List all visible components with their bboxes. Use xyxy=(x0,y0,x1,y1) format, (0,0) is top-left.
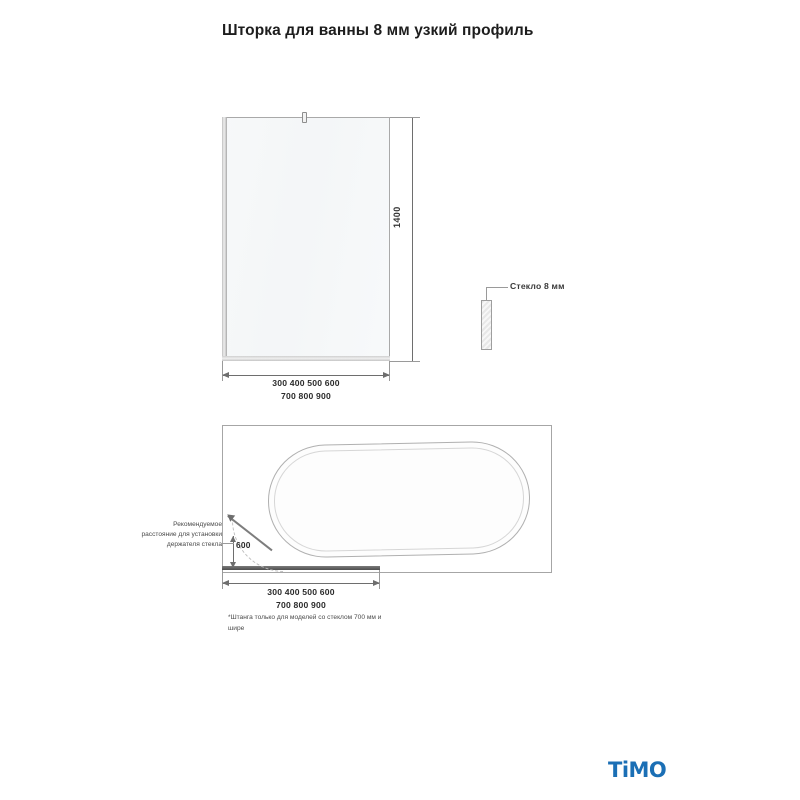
width-dimension-line xyxy=(222,375,390,376)
footnote: *Штанга только для моделей со стеклом 700 мм и шире xyxy=(228,614,382,632)
thickness-leader-vertical xyxy=(486,287,487,300)
bottom-profile xyxy=(222,356,390,361)
top-bracket-icon xyxy=(302,112,307,123)
glass-panel-plan xyxy=(222,566,380,570)
page-title: Шторка для ванны 8 мм узкий профиль xyxy=(222,22,534,39)
elevation-width-label xyxy=(222,377,390,403)
glass-panel-elevation xyxy=(222,117,390,361)
recommendation-leader-line xyxy=(222,543,234,544)
glass-thickness-label: Стекло 8 мм xyxy=(510,281,565,291)
height-dimension-line xyxy=(412,117,413,361)
height-extension-line-bottom xyxy=(390,361,420,362)
brand-logo xyxy=(608,758,678,784)
holder-recommendation-note: Рекомендуемое расстояние для установки держателя стекла xyxy=(141,521,222,549)
plan-width-dimension-line xyxy=(222,583,380,584)
glass-thickness-detail xyxy=(481,300,492,350)
brand-logo-text: TiMO xyxy=(608,758,667,782)
left-profile xyxy=(222,117,227,361)
elevation-width-label-line1: 300 400 500 600 xyxy=(272,378,340,388)
bathtub-inner-outline xyxy=(273,446,525,552)
plan-width-label-line2: 700 800 900 xyxy=(276,599,326,610)
height-dimension-label: 1400 xyxy=(392,206,402,228)
plan-width-label xyxy=(222,586,380,612)
height-extension-line-top xyxy=(390,117,420,118)
thickness-leader-horizontal xyxy=(486,287,508,288)
holder-distance-label: 600 xyxy=(236,540,251,550)
elevation-width-label-line2: 700 800 900 xyxy=(281,390,331,401)
holder-distance-arrow-down-icon xyxy=(230,562,236,568)
plan-width-label-line1: 300 400 500 600 xyxy=(267,587,335,597)
